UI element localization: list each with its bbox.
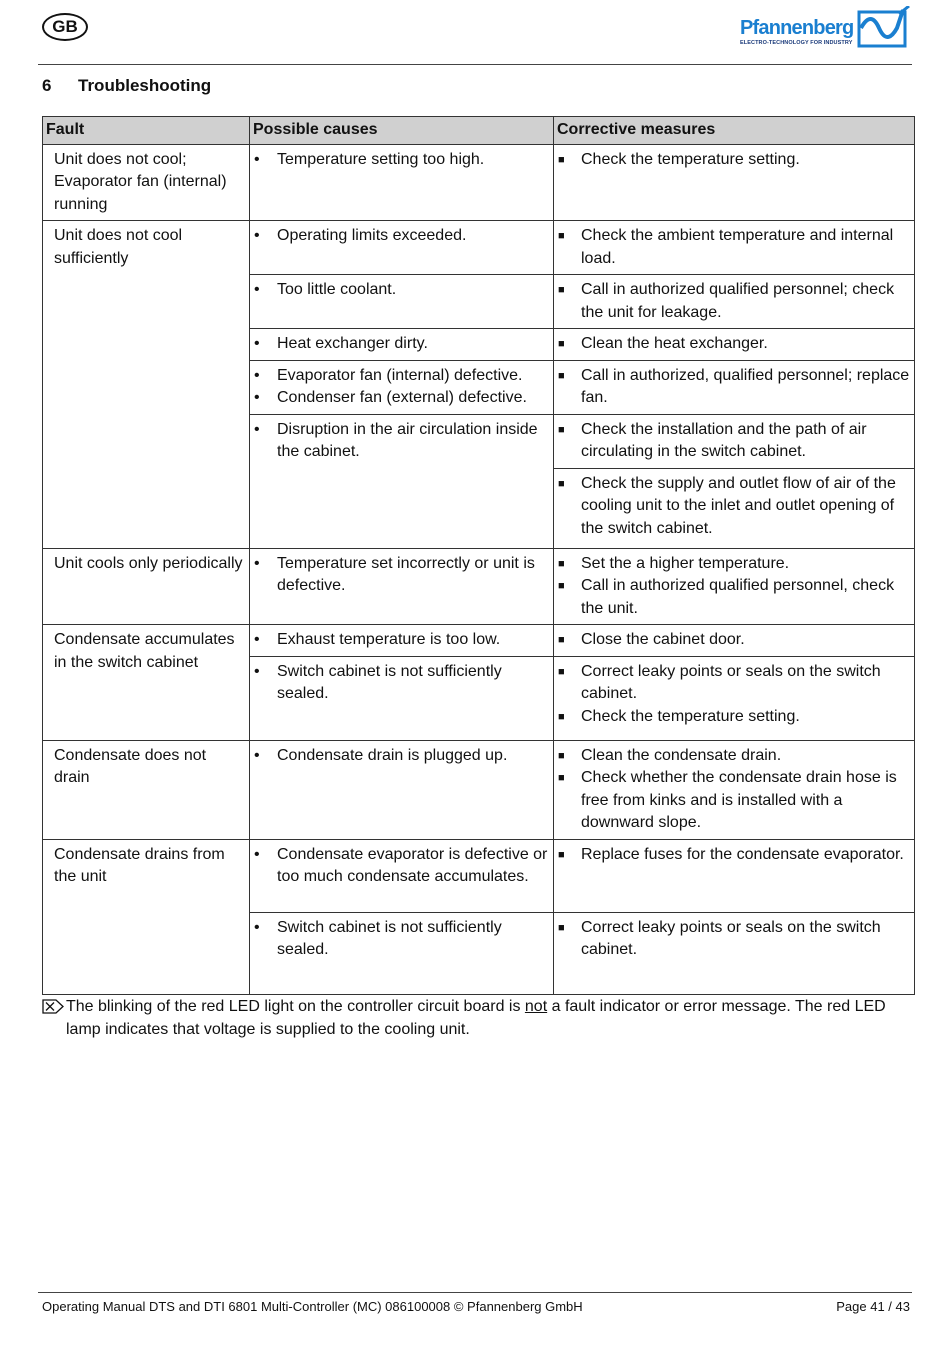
footer-rule (38, 1292, 912, 1293)
cause-cell (250, 625, 554, 657)
table-row (43, 740, 915, 839)
bullet-icon: • (254, 389, 260, 406)
square-bullet-icon: ■ (558, 369, 565, 382)
measure-cell (554, 144, 915, 221)
measure-text: Set the a higher temperature. (581, 554, 790, 572)
cause-cell (250, 360, 554, 414)
measure-text: Check the installation and the path of air circulating in the switch cabinet. (581, 420, 867, 460)
measure-item (558, 767, 910, 835)
footer-document-title: Operating Manual DTS and DTI 6801 Multi-Controller (MC) 086100008 © Pfannenberg GmbH (42, 1299, 583, 1314)
cause-item (254, 387, 549, 410)
square-bullet-icon: ■ (558, 153, 565, 166)
measure-cell (554, 839, 915, 912)
note-hand-icon (42, 999, 64, 1014)
cause-text: Evaporator fan (internal) defective. (277, 366, 523, 384)
section-title: Troubleshooting (78, 76, 212, 95)
square-bullet-icon: ■ (558, 477, 565, 490)
measure-text: Call in authorized qualified personnel, check the unit. (581, 577, 895, 617)
measure-text: Clean the heat exchanger. (581, 335, 768, 352)
footer-page-number: Page 41 / 43 (836, 1299, 910, 1314)
square-bullet-icon: ■ (558, 749, 565, 762)
cause-text: Heat exchanger dirty. (277, 335, 428, 352)
square-bullet-icon: ■ (558, 557, 565, 570)
measure-cell (554, 625, 915, 657)
measure-item (558, 844, 910, 867)
measure-cell (554, 275, 915, 329)
brand-logo-block (740, 6, 912, 50)
measure-cell (554, 221, 915, 275)
measure-text: Call in authorized qualified personnel; check the unit for leakage. (581, 281, 895, 321)
measure-item (558, 629, 910, 652)
measure-item (558, 365, 910, 410)
measure-item (558, 575, 910, 620)
measure-text: Check the temperature setting. (581, 707, 800, 725)
cause-text: Operating limits exceeded. (277, 227, 467, 244)
table-row (43, 839, 915, 912)
note (42, 996, 912, 1041)
measure-cell (554, 912, 915, 994)
cause-text: Temperature setting too high. (277, 150, 485, 168)
fault-cell: Condensate does not drain (43, 740, 250, 839)
square-bullet-icon: ■ (558, 230, 565, 242)
cause-cell (250, 221, 554, 275)
cause-cell (250, 329, 554, 361)
table-row (43, 625, 915, 657)
header-rule (38, 64, 912, 65)
brand-tagline: ELECTRO-TECHNOLOGY FOR INDUSTRY (740, 40, 853, 46)
bullet-icon: • (254, 335, 260, 352)
cause-text: Condensate drain is plugged up. (277, 746, 508, 764)
measure-item (558, 553, 910, 576)
brand-name: Pfannenberg (740, 17, 854, 39)
bullet-icon: • (254, 746, 260, 764)
cause-item (254, 279, 549, 302)
bullet-icon: • (254, 227, 260, 244)
cause-text: Condensate evaporator is defective or too much condensate accumulates. (277, 845, 548, 885)
measure-cell (554, 468, 915, 548)
square-bullet-icon: ■ (558, 338, 565, 350)
bullet-icon: • (254, 631, 260, 648)
square-bullet-icon: ■ (558, 580, 565, 592)
fault-cell: Unit does not cool; Evaporator fan (internal) running (43, 144, 250, 221)
header-fault: Fault (43, 117, 250, 145)
measure-text: Clean the condensate drain. (581, 746, 782, 764)
cause-cell (250, 740, 554, 839)
country-badge: GB (42, 13, 88, 41)
measure-cell (554, 548, 915, 625)
bullet-icon: • (254, 662, 260, 680)
cause-cell (250, 912, 554, 994)
note-text-before: The blinking of the red LED light on the controller circuit board is (66, 998, 525, 1015)
measure-cell (554, 360, 915, 414)
square-bullet-icon: ■ (558, 423, 565, 436)
header-corrective-measures: Corrective measures (554, 117, 915, 145)
bullet-icon: • (254, 554, 260, 572)
section-number: 6 (42, 76, 52, 95)
cause-cell (250, 414, 554, 548)
cause-item (254, 745, 549, 768)
brand-wave-icon (857, 6, 911, 48)
measure-item (558, 917, 910, 962)
bullet-icon: • (254, 420, 260, 438)
fault-cell: Condensate accumulates in the switch cabinet (43, 625, 250, 741)
square-bullet-icon: ■ (558, 848, 565, 861)
cause-item (254, 917, 549, 962)
fault-cell: Unit does not cool sufficiently (43, 221, 250, 549)
cause-cell (250, 839, 554, 912)
cause-cell (250, 656, 554, 740)
measure-cell (554, 329, 915, 361)
measure-item (558, 149, 910, 172)
measure-item (558, 661, 910, 706)
square-bullet-icon: ■ (558, 284, 565, 296)
cause-cell (250, 275, 554, 329)
cause-text: Too little coolant. (277, 281, 397, 298)
bullet-icon: • (254, 150, 260, 168)
header-possible-causes: Possible causes (250, 117, 554, 145)
troubleshooting-table (42, 116, 915, 995)
measure-item (558, 333, 910, 356)
square-bullet-icon: ■ (558, 921, 565, 934)
bullet-icon: • (254, 845, 260, 863)
note-text-emphasis: not (524, 998, 548, 1015)
cause-text: Condenser fan (external) defective. (277, 389, 527, 406)
measure-text: Check the temperature setting. (581, 150, 800, 168)
bullet-icon: • (254, 281, 260, 298)
cause-cell (250, 144, 554, 221)
cause-item (254, 225, 549, 248)
measure-item (558, 706, 910, 729)
measure-item (558, 225, 910, 270)
note-text-after: a fault indicator or error message. The red LED lamp indicates that voltage is supplied to the cooling unit. (66, 998, 886, 1038)
bullet-icon: • (254, 918, 260, 936)
measure-cell (554, 740, 915, 839)
cause-item (254, 333, 549, 356)
measure-text: Replace fuses for the condensate evaporator. (581, 845, 904, 863)
fault-cell: Unit cools only periodically (43, 548, 250, 625)
cause-text: Switch cabinet is not sufficiently sealed. (277, 662, 502, 702)
cause-item (254, 629, 549, 652)
cause-text: Disruption in the air circulation inside the cabinet. (277, 420, 538, 460)
table-row (43, 548, 915, 625)
square-bullet-icon: ■ (558, 665, 565, 678)
cause-text: Temperature set incorrectly or unit is defective. (277, 554, 535, 594)
measure-text: Check the ambient temperature and internal load. (581, 227, 894, 267)
cause-item (254, 844, 549, 889)
table-header-row (43, 117, 915, 145)
measure-text: Check the supply and outlet flow of air of the cooling unit to the inlet and outlet opening of the switch cabinet. (581, 474, 896, 537)
cause-item (254, 365, 549, 388)
cause-cell (250, 548, 554, 625)
cause-text: Exhaust temperature is too low. (277, 631, 501, 648)
measure-text: Correct leaky points or seals on the switch cabinet. (581, 662, 881, 702)
measure-text: Correct leaky points or seals on the switch cabinet. (581, 918, 881, 958)
cause-item (254, 661, 549, 706)
measure-item (558, 745, 910, 768)
cause-item (254, 149, 549, 172)
measure-cell (554, 414, 915, 468)
table-row (43, 144, 915, 221)
measure-item (558, 473, 910, 541)
measure-text: Check whether the condensate drain hose is free from kinks and is installed with a downward slope. (581, 769, 897, 831)
table-row (43, 221, 915, 275)
square-bullet-icon: ■ (558, 710, 565, 723)
note-text (42, 996, 912, 1041)
square-bullet-icon: ■ (558, 634, 565, 646)
measure-text: Call in authorized, qualified personnel; replace fan. (581, 366, 910, 406)
cause-item (254, 553, 549, 598)
fault-cell: Condensate drains from the unit (43, 839, 250, 994)
cause-item (254, 419, 549, 464)
measure-text: Close the cabinet door. (581, 631, 745, 648)
measure-cell (554, 656, 915, 740)
cause-text: Switch cabinet is not sufficiently sealed. (277, 918, 502, 958)
section-heading (42, 76, 211, 96)
square-bullet-icon: ■ (558, 772, 565, 784)
measure-item (558, 279, 910, 324)
measure-item (558, 419, 910, 464)
bullet-icon: • (254, 366, 260, 384)
